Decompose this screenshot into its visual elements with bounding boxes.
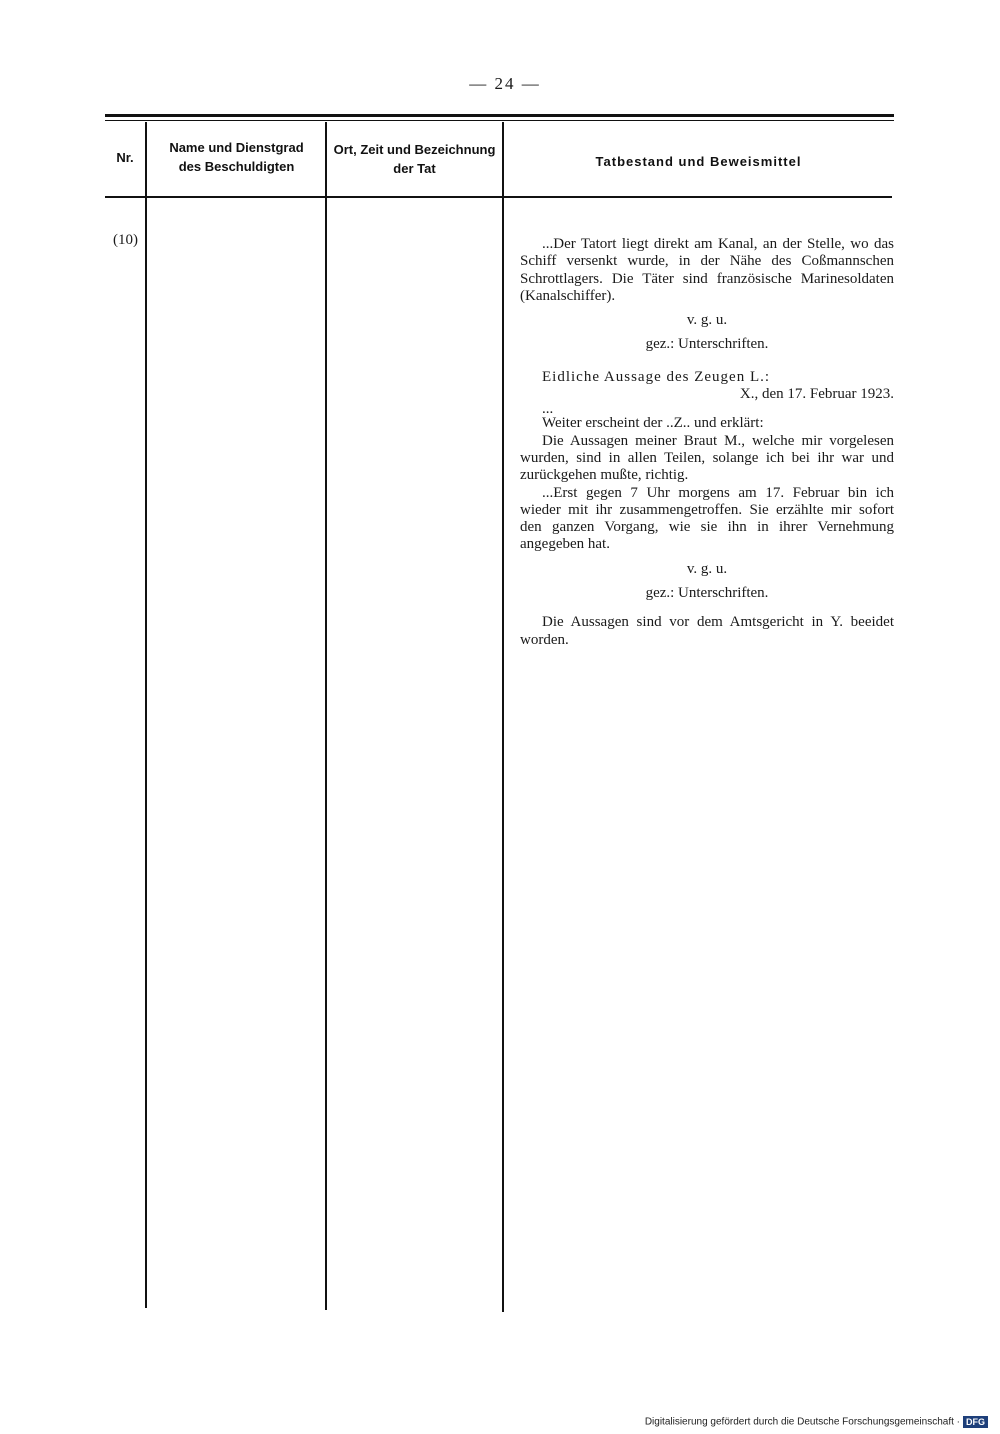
page-number: — 24 — [469, 74, 541, 93]
header-place-line1: Ort, Zeit und Bezeichnung [333, 142, 496, 157]
paragraph-meeting-time: ...Erst gegen 7 Uhr morgens am 17. Februar bin ich wieder mit ihr zusammengetroffen. Sie erzählte mir sofort den ganzen Vorgang, wie sie ihn in ihrer Vernehmung angegeben hat. [520, 484, 894, 553]
column-divider-1 [145, 122, 147, 1308]
signatures-note-1: gez.: Unterschriften. [645, 336, 769, 353]
row-number: (10) [113, 232, 138, 248]
column-divider-2 [325, 122, 327, 1310]
omission-ellipsis: ... [542, 401, 554, 418]
header-bottom-rule [105, 196, 892, 198]
header-name-line1: Name und Dienstgrad [169, 140, 304, 155]
paragraph-sworn-statement: Die Aussagen sind vor dem Amtsgericht in Y. beeidet worden. [520, 614, 894, 648]
digitization-footer [645, 1416, 988, 1428]
signatures-note-2: gez.: Unterschriften. [645, 585, 769, 602]
header-place-line2: der Tat [393, 161, 436, 176]
header-facts-label: Tatbestand und Beweismittel [595, 154, 802, 169]
dfg-logo: DFG [963, 1416, 988, 1428]
paragraph-crime-scene: ...Der Tatort liegt direkt am Kanal, an der Stelle, wo das Schiff versenkt wurde, in der Nähe des Coßmannschen Schrottlagers. Die Täter sind französische Marinesoldaten (Kanalschiffer). [520, 236, 894, 304]
header-nr-label: Nr. [116, 150, 134, 165]
read-approved-signed-1: v. g. u. [686, 312, 728, 329]
facts-cell [520, 236, 894, 649]
footer-text: Digitalisierung gefördert durch die Deutsche Forschungsgemeinschaft · [644, 1416, 960, 1428]
header-nr [105, 148, 145, 167]
column-divider-3 [502, 122, 504, 1312]
header-facts [505, 152, 892, 171]
header-top-rule [105, 114, 894, 117]
header-name [148, 138, 325, 176]
paragraph-witness-appears: Weiter erscheint der ..Z.. und erklärt: [542, 415, 764, 432]
paragraph-fiancee-statement: Die Aussagen meiner Braut M., welche mir vorgelesen wurden, sind in allen Teilen, solange ich bei ihr war und zurückgehen mußte, richtig. [520, 432, 894, 484]
witness-statement-date: X., den 17. Februar 1923. [739, 386, 894, 403]
header-place [327, 140, 502, 178]
header-name-line2: des Beschuldigten [178, 159, 295, 174]
witness-statement-heading: Eidliche Aussage des Zeugen L.: [542, 368, 771, 385]
read-approved-signed-2: v. g. u. [686, 560, 728, 577]
header-top-rule-thin [105, 120, 894, 121]
